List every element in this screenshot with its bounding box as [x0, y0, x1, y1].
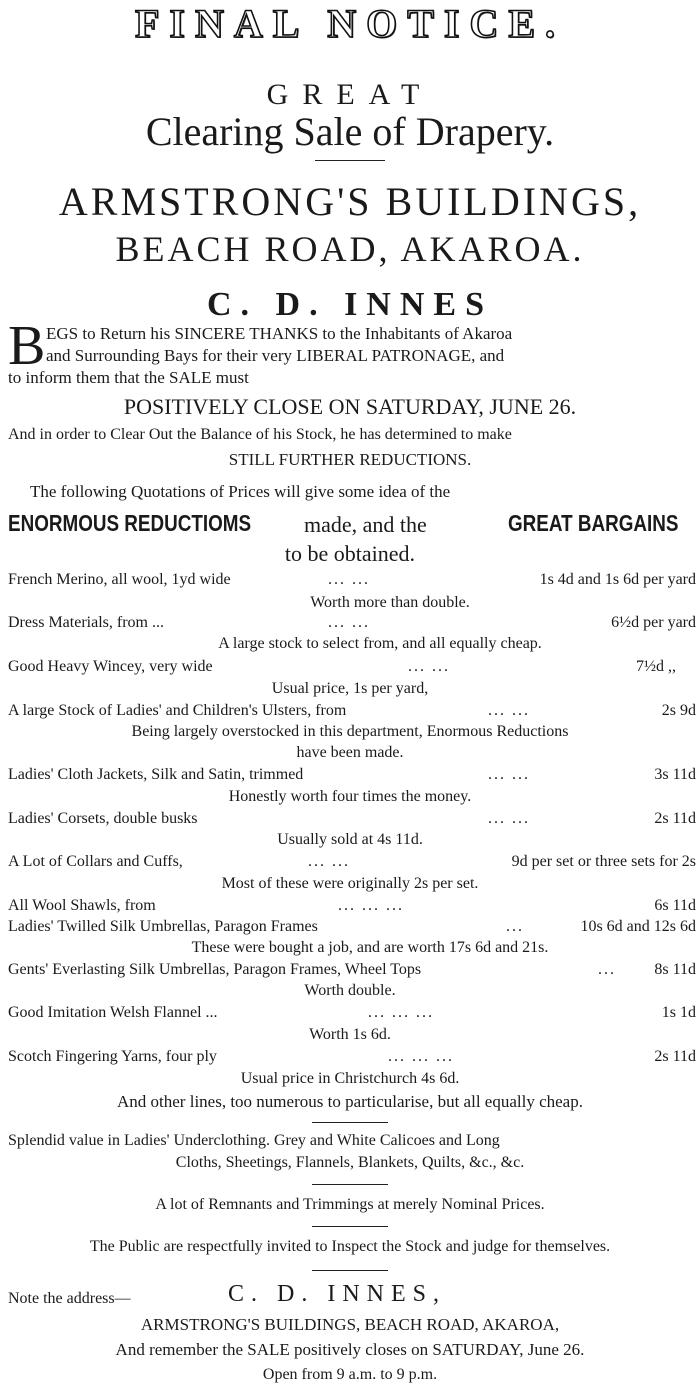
- item-label: Gents' Everlasting Silk Umbrellas, Paragon Frames, Wheel Tops: [8, 961, 422, 978]
- divider: [315, 160, 385, 161]
- item-price: 9d per set or three sets for 2s: [511, 853, 696, 870]
- item-label: A large Stock of Ladies' and Children's Ulsters, from: [8, 702, 347, 719]
- leader-dots: ... ...: [328, 614, 370, 631]
- leader-dots: ...: [598, 961, 616, 978]
- leader-dots: ...: [506, 918, 524, 935]
- leader-dots: ... ...: [328, 571, 370, 588]
- opening-hours: Open from 9 a.m. to 9 p.m.: [262, 1366, 438, 1383]
- divider: [312, 1122, 388, 1123]
- intro-line-2: and Surrounding Bays for their very LIBERAL PATRONAGE, and: [46, 346, 505, 365]
- positively-close-line: POSITIVELY CLOSE ON SATURDAY, JUNE 26.: [123, 394, 577, 419]
- item-label: A Lot of Collars and Cuffs,: [8, 853, 183, 870]
- item-label: Ladies' Twilled Silk Umbrellas, Paragon Frames: [8, 918, 318, 935]
- still-further-reductions: STILL FURTHER REDUCTIONS.: [228, 450, 472, 469]
- item-price: 7½d ,,: [636, 658, 676, 675]
- remnants-line: A lot of Remnants and Trimmings at merely Nominal Prices.: [155, 1196, 545, 1213]
- price-item: [8, 810, 696, 832]
- item-price: 6s 11d: [654, 897, 696, 914]
- footer-remember: And remember the SALE positively closes on SATURDAY, June 26.: [115, 1340, 585, 1359]
- divider: [312, 1184, 388, 1185]
- divider: [312, 1270, 388, 1271]
- enormous-reductions: ENORMOUS REDUCTIOMS: [8, 510, 252, 536]
- buildings-heading: ARMSTRONG'S BUILDINGS,: [58, 179, 642, 224]
- item-price: 8s 11d: [654, 961, 696, 978]
- item-price: 10s 6d and 12s 6d: [580, 918, 696, 935]
- item-note: Usual price, 1s per yard,: [271, 680, 429, 697]
- item-note: have been made.: [296, 744, 404, 761]
- item-label: French Merino, all wool, 1yd wide: [8, 571, 231, 588]
- leader-dots: ... ...: [488, 810, 530, 827]
- address-note: Note the address—: [8, 1290, 131, 1307]
- divider: [312, 1226, 388, 1227]
- item-price: 1s 4d and 1s 6d per yard: [539, 571, 696, 588]
- item-price: 2s 9d: [661, 702, 696, 719]
- item-note: Honestly worth four times the money.: [228, 788, 472, 805]
- made-and-the: made, and the: [304, 512, 427, 537]
- price-item: [8, 961, 696, 983]
- item-price: 2s 11d: [654, 1048, 696, 1065]
- leader-dots: ... ... ...: [388, 1048, 454, 1065]
- public-invitation: The Public are respectfully invited to Inspect the Stock and judge for themselves.: [89, 1238, 611, 1255]
- item-note: A large stock to select from, and all equally cheap.: [218, 635, 542, 652]
- item-label: All Wool Shawls, from: [8, 897, 156, 914]
- price-item: [8, 1048, 696, 1070]
- price-item: [8, 853, 696, 875]
- item-label: Good Heavy Wincey, very wide: [8, 658, 213, 675]
- leader-dots: ... ... ...: [368, 1004, 434, 1021]
- price-item: [8, 918, 696, 940]
- price-item: [8, 1004, 696, 1026]
- leader-dots: ... ...: [308, 853, 350, 870]
- item-price: 6½d per yard: [611, 614, 696, 631]
- item-note: These were bought a job, and are worth 17s 6d and 21s.: [191, 939, 549, 956]
- intro-line-1: EGS to Return his SINCERE THANKS to the Inhabitants of Akaroa: [46, 324, 513, 343]
- final-notice-heading: FINAL NOTICE.: [134, 1, 566, 46]
- item-price: 3s 11d: [654, 766, 696, 783]
- leader-dots: ... ...: [488, 766, 530, 783]
- merchant-name-heading: C. D. INNES: [206, 286, 494, 323]
- item-label: Good Imitation Welsh Flannel ...: [8, 1004, 218, 1021]
- quotations-line: The following Quotations of Prices will give some idea of the: [30, 482, 451, 501]
- great-bargains: GREAT BARGAINS: [508, 510, 679, 536]
- leader-dots: ... ...: [408, 658, 450, 675]
- to-be-obtained: to be obtained.: [284, 541, 416, 566]
- splendid-line-2: Cloths, Sheetings, Flannels, Blankets, Quilts, &c., &c.: [175, 1154, 525, 1171]
- item-note: Worth 1s 6d.: [309, 1026, 391, 1043]
- leader-dots: ... ... ...: [338, 897, 404, 914]
- address-heading: BEACH ROAD, AKAROA.: [115, 229, 585, 269]
- splendid-line-1: Splendid value in Ladies' Underclothing. Grey and White Calicoes and Long: [8, 1132, 500, 1149]
- clearing-sale-heading: Clearing Sale of Drapery.: [145, 109, 555, 154]
- item-price: 1s 1d: [661, 1004, 696, 1021]
- item-note: Being largely overstocked in this department, Enormous Reductions: [131, 723, 569, 740]
- price-item: [8, 614, 696, 636]
- price-item: [8, 897, 696, 919]
- footer-name: C. D. INNES,: [228, 1281, 447, 1307]
- item-note: Worth double.: [304, 982, 396, 999]
- footer-address: ARMSTRONG'S BUILDINGS, BEACH ROAD, AKAROA,: [140, 1315, 560, 1334]
- price-item: [8, 766, 696, 788]
- other-lines: And other lines, too numerous to particularise, but all equally cheap.: [117, 1092, 583, 1111]
- intro-line-3: to inform them that the SALE must: [8, 368, 249, 387]
- price-item: [8, 571, 696, 593]
- item-note: Most of these were originally 2s per set.: [221, 875, 479, 892]
- item-note: Usual price in Christchurch 4s 6d.: [240, 1070, 460, 1087]
- leader-dots: ... ...: [488, 702, 530, 719]
- drop-cap: B: [8, 315, 46, 377]
- item-label: Ladies' Corsets, double busks: [8, 810, 198, 827]
- item-label: Ladies' Cloth Jackets, Silk and Satin, trimmed: [8, 766, 304, 783]
- item-note: Usually sold at 4s 11d.: [277, 831, 423, 848]
- item-label: Dress Materials, from ...: [8, 614, 164, 631]
- item-note: Worth more than double.: [310, 594, 470, 611]
- order-line: And in order to Clear Out the Balance of his Stock, he has determined to make: [8, 426, 512, 443]
- price-item: [8, 702, 696, 724]
- price-item: [8, 658, 696, 680]
- item-price: 2s 11d: [654, 810, 696, 827]
- great-heading: GREAT: [266, 78, 434, 111]
- item-label: Scotch Fingering Yarns, four ply: [8, 1048, 217, 1065]
